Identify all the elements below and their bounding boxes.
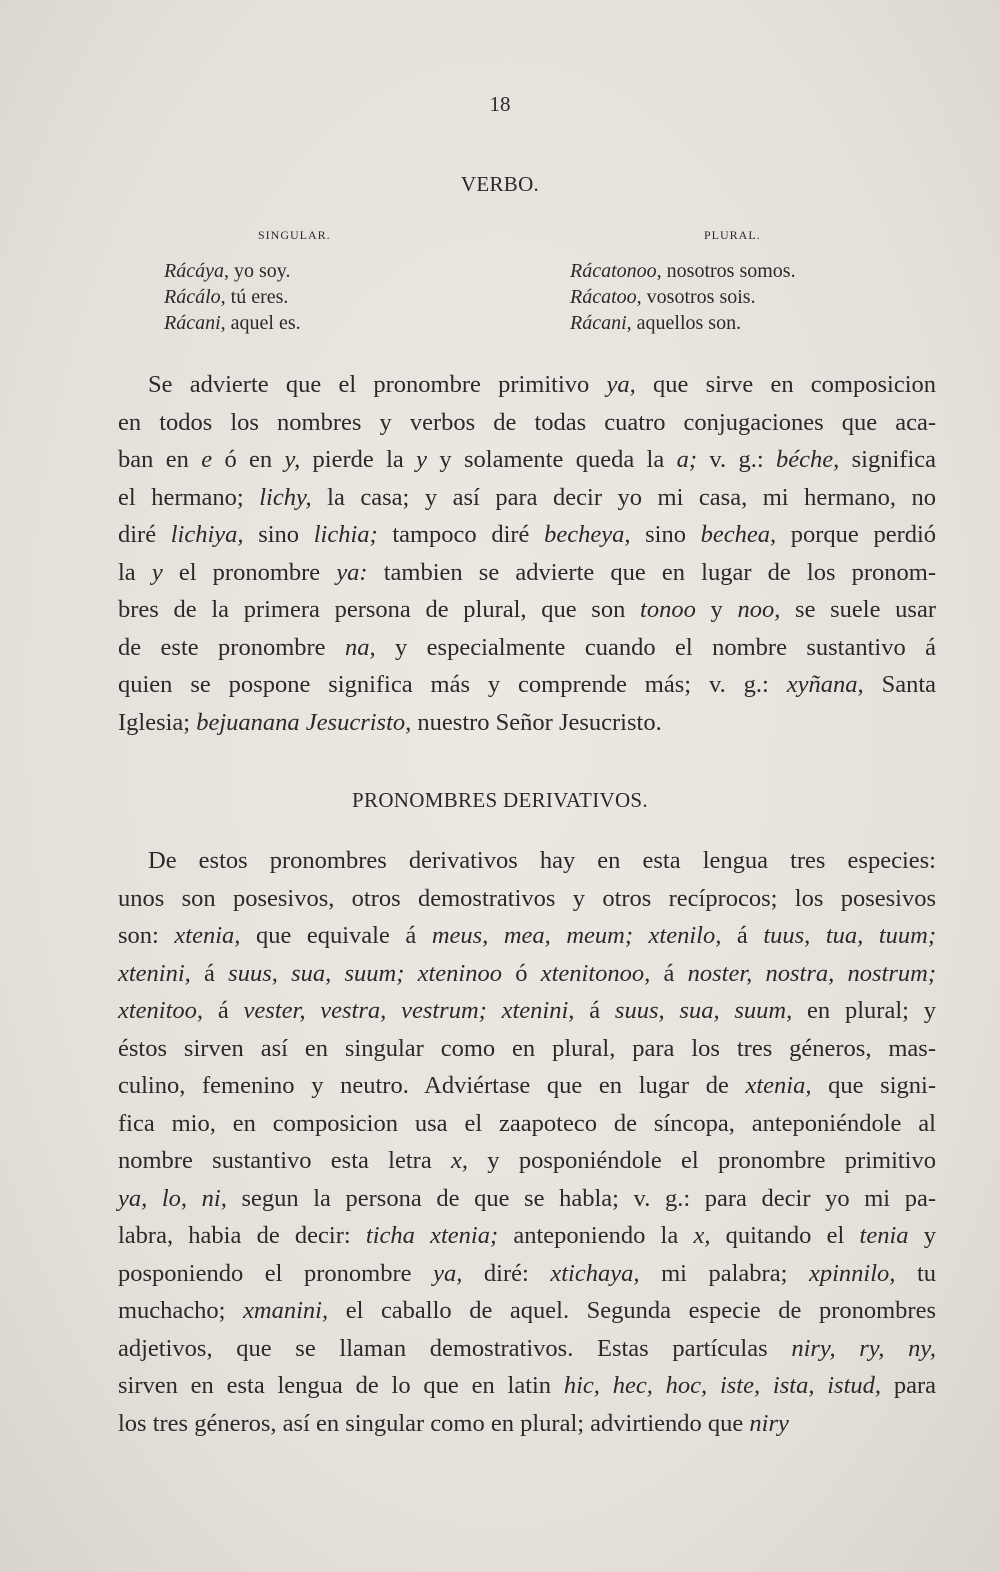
text-run: á <box>574 997 615 1024</box>
paragraph-primitive-pronoun <box>118 366 936 741</box>
text-run: pierde la <box>300 446 417 473</box>
singular-row: Rácani, aquel es. <box>164 312 301 334</box>
text-line <box>118 516 936 554</box>
text-run: y <box>908 1222 937 1249</box>
italic-term: suus, sua, suum; xteninoo <box>228 959 502 987</box>
plural-label: PLURAL. <box>704 228 761 242</box>
italic-term: xtichaya, <box>550 1259 640 1287</box>
text-run: quien se pospone significa más y comprende más; v. g.: <box>118 671 787 698</box>
italic-term: niry <box>749 1409 789 1437</box>
italic-term: x, <box>693 1222 711 1249</box>
text-run: diré <box>118 521 171 548</box>
text-run: para <box>881 1372 936 1399</box>
italic-term: xtenini, <box>118 959 191 987</box>
plural-row: Rácani, aquellos son. <box>570 312 742 334</box>
italic-term: ya, <box>433 1259 463 1287</box>
text-line <box>118 1292 936 1330</box>
verbo-heading: VERBO. <box>460 172 540 196</box>
italic-term: e <box>201 446 213 473</box>
pronombres-derivativos-heading: PRONOMBRES DERIVATIVOS. <box>352 788 648 812</box>
text-run: el pronombre <box>162 558 337 586</box>
italic-term: x, <box>451 1147 468 1174</box>
text-line <box>118 1142 936 1180</box>
text-run: segun la persona de que se habla; v. g.: para decir yo mi pa- <box>226 1184 936 1212</box>
text-run: ban en <box>118 446 202 473</box>
italic-term: xyñana, <box>786 671 864 698</box>
italic-term: xtenitoo, <box>118 997 204 1024</box>
text-run: los tres géneros, así en singular como en plural; advirtiendo que <box>118 1409 750 1437</box>
text-line <box>118 1105 936 1143</box>
paragraph-derivative-pronouns <box>118 842 936 1442</box>
text-run: y solamente queda la <box>427 446 677 473</box>
text-run: quitando el <box>710 1222 860 1249</box>
italic-term: tenia <box>859 1222 909 1249</box>
italic-term: becheya, <box>544 521 631 548</box>
text-run: ó <box>501 959 541 987</box>
text-run: porque perdió <box>776 521 937 548</box>
text-run: Santa <box>863 671 936 698</box>
singular-row: Rácálo, tú eres. <box>164 286 289 308</box>
text-run: unos son posesivos, otros demostrativos y otros recíprocos; los posesivos <box>118 884 936 912</box>
italic-term: niry, ry, ny, <box>791 1334 937 1362</box>
text-line <box>118 629 936 667</box>
italic-term: xtenia, <box>745 1072 812 1099</box>
text-run: mi palabra; <box>639 1259 809 1287</box>
text-run: labra, habia de decir: <box>118 1222 366 1249</box>
text-run: ó en <box>212 446 285 473</box>
italic-term: suus, sua, suum, <box>614 997 793 1024</box>
text-run: á <box>190 959 229 987</box>
italic-term: ya: <box>336 558 368 586</box>
text-line <box>118 666 936 704</box>
text-run: y <box>695 596 738 623</box>
text-line <box>118 955 936 993</box>
italic-term: xpinnilo, <box>808 1259 896 1287</box>
italic-term: na, <box>344 633 376 661</box>
italic-term: y <box>416 446 428 473</box>
text-line <box>118 479 936 517</box>
italic-term: meus, mea, meum; xtenilo, <box>431 922 722 949</box>
text-line <box>118 1255 936 1293</box>
italic-term: lichy, <box>259 483 312 511</box>
text-line <box>118 554 936 592</box>
italic-term: béche, <box>776 446 840 473</box>
singular-row: Rácáya, yo soy. <box>164 260 291 282</box>
singular-label: SINGULAR. <box>258 228 331 242</box>
text-run: Se advierte que el pronombre primitivo <box>148 371 607 398</box>
italic-term: vester, vestra, vestrum; xtenini, <box>243 997 575 1024</box>
text-run: diré: <box>462 1259 551 1287</box>
italic-term: y, <box>284 446 301 473</box>
text-run: á <box>203 997 244 1024</box>
text-line <box>118 917 936 955</box>
text-run: posponiendo el pronombre <box>118 1259 434 1287</box>
text-run: adjetivos, que se llaman demostrativos. Estas partículas <box>118 1334 792 1362</box>
text-run: muchacho; <box>118 1297 244 1324</box>
italic-term: y <box>151 558 163 586</box>
text-line <box>118 404 936 442</box>
plural-conjugation <box>570 258 796 336</box>
text-run: son: <box>118 922 175 949</box>
text-run: se suele usar <box>780 596 936 623</box>
text-run: de este pronombre <box>118 633 345 661</box>
text-line <box>118 1217 936 1255</box>
text-run: tambien se advierte que en lugar de los pronom- <box>367 558 937 586</box>
plural-row: Rácatonoo, nosotros somos. <box>570 260 796 282</box>
text-line <box>118 1030 936 1068</box>
text-line <box>118 1067 936 1105</box>
text-line <box>118 880 936 918</box>
text-run: tampoco diré <box>377 521 545 548</box>
text-line <box>118 1330 936 1368</box>
italic-term: xmanini, <box>243 1297 329 1324</box>
singular-conjugation <box>164 258 301 336</box>
text-line <box>118 992 936 1030</box>
italic-term: lichiya, <box>170 521 244 548</box>
italic-term: ya, <box>606 371 636 398</box>
text-run: sirven en esta lengua de lo que en latin <box>118 1372 564 1399</box>
text-run: á <box>650 959 688 987</box>
text-run: que equivale á <box>240 922 432 949</box>
text-run: De estos pronombres derivativos hay en esta lengua tres especies: <box>148 847 936 874</box>
text-run: la <box>118 558 152 586</box>
plural-row: Rácatoo, vosotros sois. <box>570 286 756 308</box>
text-run: sino <box>243 521 314 548</box>
text-line <box>118 366 936 404</box>
text-run: Iglesia; <box>118 708 197 736</box>
text-run: y especialmente cuando el nombre sustantivo á <box>375 633 937 661</box>
text-line <box>118 1367 936 1405</box>
text-run: significa <box>839 446 937 473</box>
text-line <box>118 704 936 742</box>
text-run: v. g.: <box>697 446 777 473</box>
text-run: tu <box>895 1259 936 1287</box>
text-run: el caballo de aquel. Segunda especie de pronombres <box>328 1297 936 1324</box>
text-run: nuestro Señor Jesucristo. <box>411 708 662 736</box>
italic-term: bechea, <box>700 521 777 548</box>
italic-term: tuus, tua, tuum; <box>763 922 936 949</box>
italic-term: lichia; <box>313 521 378 548</box>
text-run: bres de la primera persona de plural, que son <box>118 596 641 623</box>
text-line <box>118 591 936 629</box>
text-run: á <box>721 922 764 949</box>
italic-term: xtenia, <box>174 922 241 949</box>
italic-term: bejuanana Jesucristo, <box>196 708 412 736</box>
text-run: fica mio, en composicion usa el zaapoteco de síncopa, anteponiéndole al <box>118 1109 936 1137</box>
italic-term: a; <box>676 446 698 473</box>
text-run: en todos los nombres y verbos de todas cuatro conjugaciones que aca- <box>118 408 936 436</box>
italic-term: xtenitonoo, <box>540 959 651 987</box>
text-run: anteponiendo la <box>498 1222 694 1249</box>
text-run: que sirve en composicion <box>635 371 936 398</box>
text-line <box>118 1180 936 1218</box>
italic-term: ya, lo, ni, <box>118 1184 227 1212</box>
text-line <box>118 1405 936 1443</box>
text-line <box>118 441 936 479</box>
text-line <box>118 842 936 880</box>
text-run: nombre sustantivo esta letra <box>118 1147 451 1174</box>
text-run: y posponiéndole el pronombre primitivo <box>468 1147 936 1174</box>
text-run: la casa; y así para decir yo mi casa, mi hermano, no <box>311 483 936 511</box>
italic-term: ticha xtenia; <box>365 1222 499 1249</box>
text-run: que signi- <box>811 1072 936 1099</box>
italic-term: noster, nostra, nostrum; <box>687 959 936 987</box>
text-run: culino, femenino y neutro. Adviértase que en lugar de <box>118 1072 746 1099</box>
text-run: éstos sirven así en singular como en plural, para los tres géneros, mas- <box>118 1034 936 1062</box>
text-run: en plural; y <box>792 997 936 1024</box>
italic-term: hic, hec, hoc, iste, ista, istud, <box>563 1372 882 1399</box>
italic-term: noo, <box>737 596 781 623</box>
text-run: el hermano; <box>118 483 260 511</box>
page-number: 18 <box>489 92 511 116</box>
text-run: sino <box>630 521 701 548</box>
italic-term: tonoo <box>640 596 696 623</box>
